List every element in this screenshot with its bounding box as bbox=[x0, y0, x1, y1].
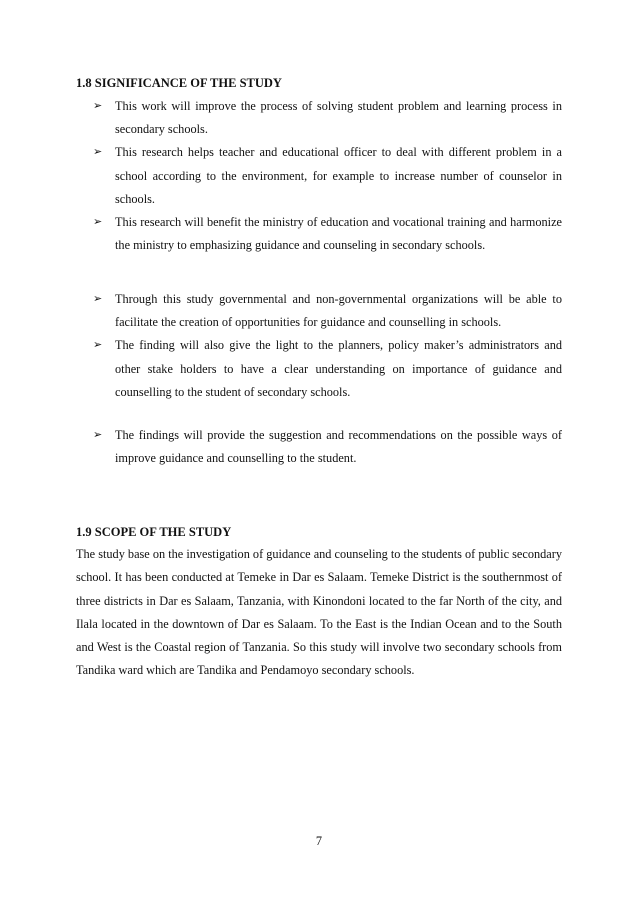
bullet-item bbox=[93, 95, 562, 141]
significance-bullet-list-c bbox=[93, 424, 562, 470]
arrow-bullet-icon: ➢ bbox=[93, 216, 103, 229]
arrow-bullet-icon: ➢ bbox=[93, 339, 103, 352]
bullet-text: This research will benefit the ministry of education and vocational training and harmonize the ministry to emphasizing guidance and counseling in secondary schools. bbox=[115, 215, 562, 253]
bullet-item bbox=[93, 141, 562, 211]
bullet-text: This work will improve the process of solving student problem and learning process in secondary schools. bbox=[115, 99, 562, 137]
bullet-text: The findings will provide the suggestion and recommendations on the possible ways of improve guidance and counselling to the student. bbox=[115, 428, 562, 466]
section-heading-scope: 1.9 SCOPE OF THE STUDY bbox=[76, 525, 232, 539]
bullet-text: The finding will also give the light to the planners, policy maker’s administrators and other stake holders to have a clear understanding on importance of guidance and counselling to the student of secondary schools. bbox=[115, 338, 562, 399]
arrow-bullet-icon: ➢ bbox=[93, 146, 103, 159]
arrow-bullet-icon: ➢ bbox=[93, 100, 103, 112]
bullet-item bbox=[93, 211, 562, 257]
arrow-bullet-icon: ➢ bbox=[93, 429, 103, 441]
section-heading-significance: 1.8 SIGNIFICANCE OF THE STUDY bbox=[76, 76, 282, 90]
bullet-text: This research helps teacher and educational officer to deal with different problem in a school according to the environment, for example to increase number of counselor in schools. bbox=[115, 145, 562, 206]
bullet-item bbox=[93, 334, 562, 404]
page-number: 7 bbox=[315, 834, 323, 848]
arrow-bullet-icon: ➢ bbox=[93, 293, 103, 305]
bullet-item bbox=[93, 288, 562, 334]
bullet-item bbox=[93, 424, 562, 470]
bullet-text: Through this study governmental and non-governmental organizations will be able to facilitate the creation of opportunities for guidance and counselling in schools. bbox=[115, 292, 562, 330]
significance-bullet-list-a bbox=[93, 95, 562, 257]
scope-paragraph: The study base on the investigation of guidance and counseling to the students of public secondary school. It has been conducted at Temeke in Dar es Salaam. Temeke District is the southernmost of three districts in Dar es Salaam, Tanzania, with Kinondoni located to the far North of the city, and Ilala located in the downtown of Dar es Salaam. To the East is the Indian Ocean and to the South and West is the Coastal region of Tanzania. So this study will involve two secondary schools from Tandika ward which are Tandika and Pendamoyo secondary schools. bbox=[76, 547, 562, 678]
significance-bullet-list-b bbox=[93, 288, 562, 404]
